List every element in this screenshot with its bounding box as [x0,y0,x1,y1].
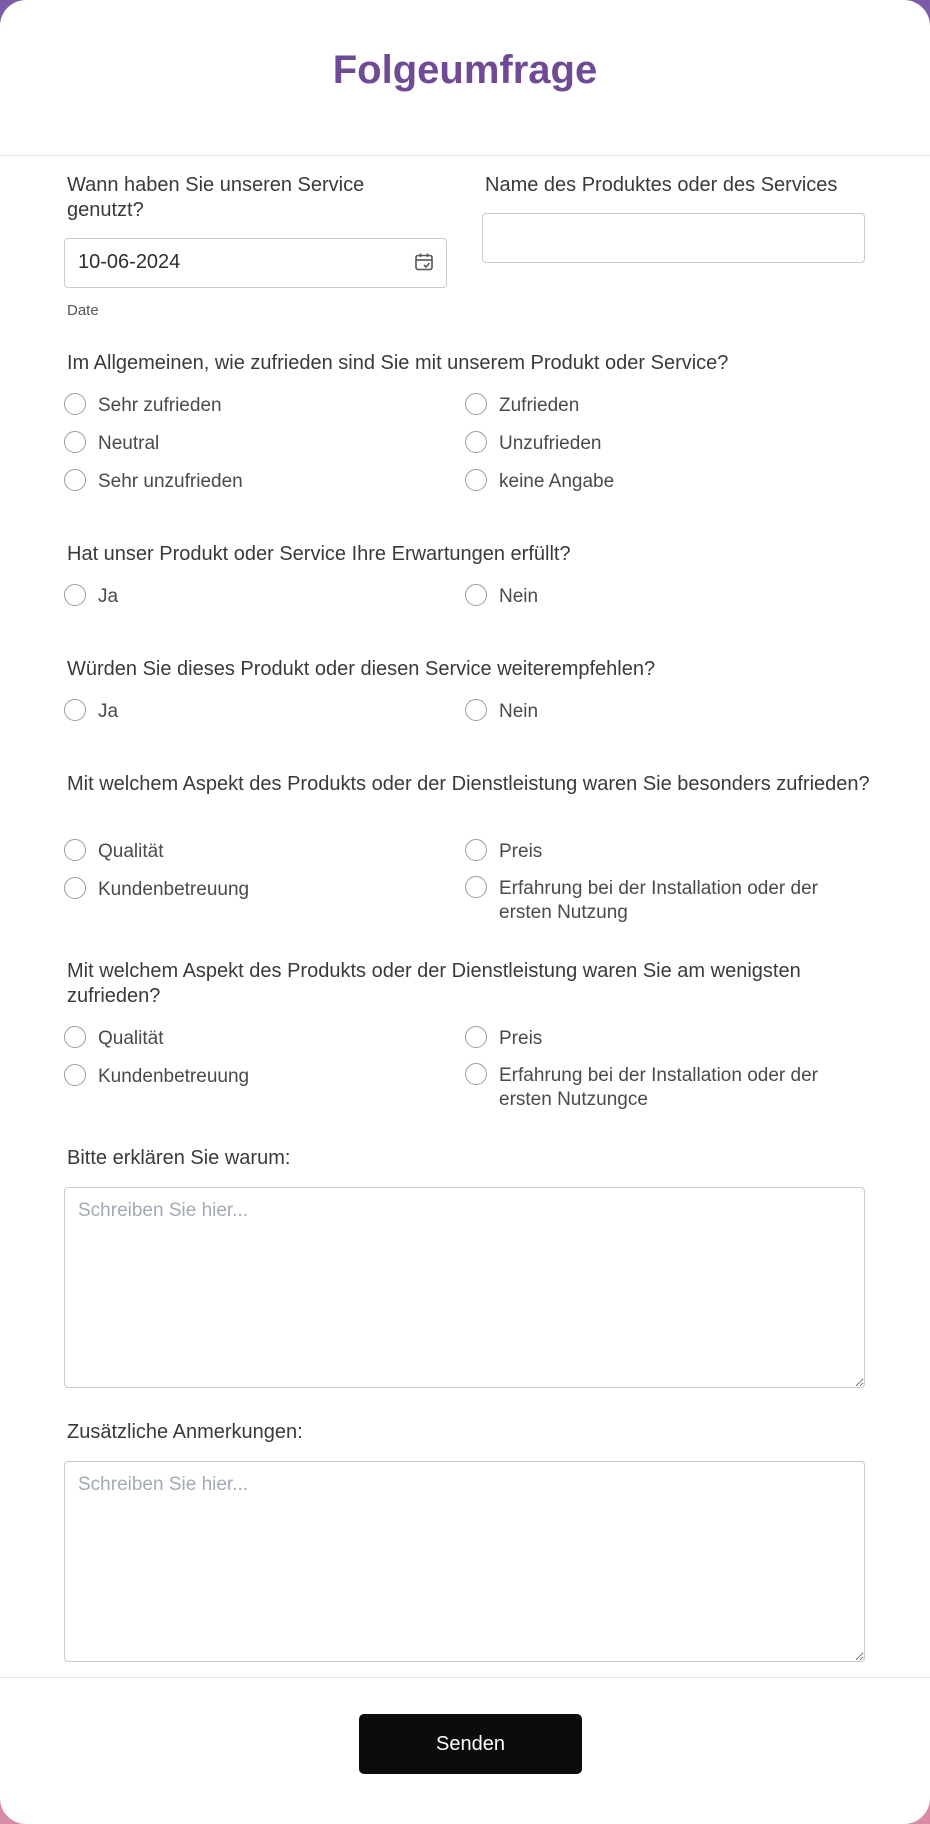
radio-circle[interactable] [465,839,487,861]
notes-textarea[interactable] [64,1461,865,1662]
form-footer [0,1677,930,1824]
form-content [0,156,930,1678]
best-aspect-option[interactable]: Qualität [64,840,458,864]
satisfaction-option[interactable]: Unzufrieden [465,432,859,456]
worst-aspect-option[interactable]: Preis [465,1027,859,1051]
radio-circle[interactable] [465,699,487,721]
satisfaction-question: Im Allgemeinen, wie zufrieden sind Sie mit unserem Produkt oder Service? [67,352,729,374]
radio-circle[interactable] [465,469,487,491]
satisfaction-option[interactable]: Neutral [64,432,458,456]
recommend-option-yes[interactable]: Ja [64,700,458,724]
radio-circle[interactable] [64,469,86,491]
radio-circle[interactable] [64,393,86,415]
radio-circle[interactable] [465,393,487,415]
best-aspect-option[interactable]: Kundenbetreuung [64,878,458,902]
satisfaction-option[interactable]: Sehr unzufrieden [64,470,458,494]
satisfaction-option[interactable]: Zufrieden [465,394,859,418]
worst-aspect-option[interactable]: Erfahrung bei der Installation oder der ersten Nutzungce [465,1064,859,1112]
explain-label: Bitte erklären Sie warum: [67,1147,291,1169]
radio-circle[interactable] [64,699,86,721]
date-sublabel: Date [67,302,99,319]
date-input-value: 10-06-2024 [78,251,181,273]
calendar-icon[interactable] [414,252,434,272]
product-name-input[interactable] [482,213,865,263]
recommend-option-no[interactable]: Nein [465,700,859,724]
expectations-question: Hat unser Produkt oder Service Ihre Erwartungen erfüllt? [67,543,571,565]
best-aspect-option[interactable]: Erfahrung bei der Installation oder der ersten Nutzung [465,877,859,925]
worst-aspect-question: Mit welchem Aspekt des Produkts oder der Dienstleistung waren Sie am wenigsten zufrieden? [67,960,801,1007]
expectations-option-yes[interactable]: Ja [64,585,458,609]
radio-circle[interactable] [465,431,487,453]
radio-circle[interactable] [64,1064,86,1086]
form-header [0,0,930,156]
submit-button[interactable]: Senden [359,1714,582,1774]
best-aspect-question: Mit welchem Aspekt des Produkts oder der Dienstleistung waren Sie besonders zufrieden? [67,773,870,795]
radio-circle[interactable] [64,1026,86,1048]
radio-circle[interactable] [465,1063,487,1085]
satisfaction-option[interactable]: Sehr zufrieden [64,394,458,418]
satisfaction-option[interactable]: keine Angabe [465,470,859,494]
radio-circle[interactable] [465,876,487,898]
radio-circle[interactable] [64,839,86,861]
radio-circle[interactable] [465,584,487,606]
date-input[interactable] [64,238,447,288]
radio-circle[interactable] [64,584,86,606]
expectations-option-no[interactable]: Nein [465,585,859,609]
radio-circle[interactable] [64,877,86,899]
product-field-label: Name des Produktes oder des Services [485,174,838,196]
notes-label: Zusätzliche Anmerkungen: [67,1421,303,1443]
radio-circle[interactable] [64,431,86,453]
form-title: Folgeumfrage [332,48,598,92]
worst-aspect-option[interactable]: Kundenbetreuung [64,1065,458,1089]
worst-aspect-option[interactable]: Qualität [64,1027,458,1051]
best-aspect-option[interactable]: Preis [465,840,859,864]
date-field-label: Wann haben Sie unseren Service genutzt? [67,174,365,221]
explain-textarea[interactable] [64,1187,865,1388]
radio-circle[interactable] [465,1026,487,1048]
recommend-question: Würden Sie dieses Produkt oder diesen Service weiterempfehlen? [67,658,656,680]
